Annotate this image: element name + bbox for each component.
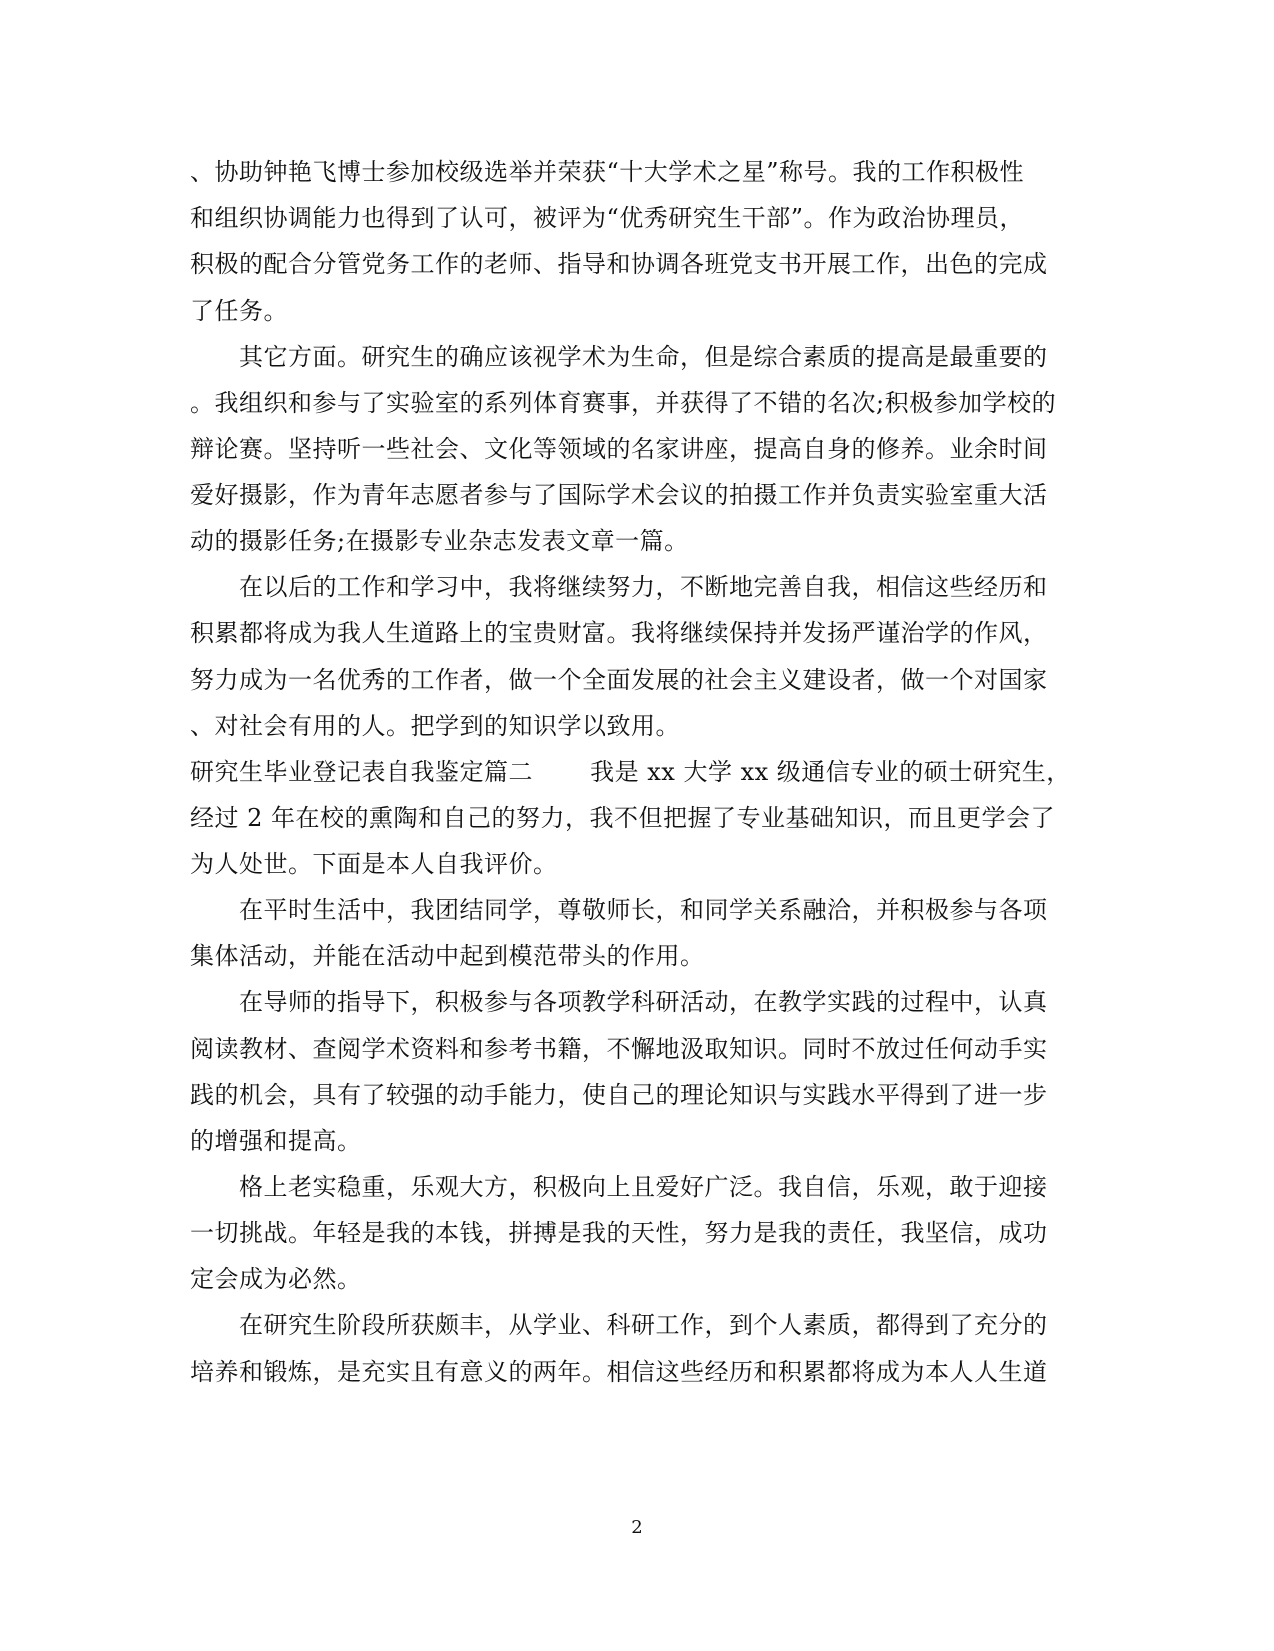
text-line: 努力成为一名优秀的工作者，做一个全面发展的社会主义建设者，做一个对国家 [190, 666, 1048, 694]
text-line: 一切挑战。年轻是我的本钱，拼搏是我的天性，努力是我的责任，我坚信，成功 [190, 1219, 1048, 1247]
text-line: 为人处世。下面是本人自我评价。 [190, 850, 558, 878]
text-line: 动的摄影任务;在摄影专业杂志发表文章一篇。 [190, 527, 689, 555]
text-line: 辩论赛。坚持听一些社会、文化等领域的名家讲座，提高自身的修养。业余时间 [190, 435, 1048, 463]
page-number: 2 [631, 1517, 643, 1538]
text-line: 和组织协调能力也得到了认可，被评为“优秀研究生干部”。作为政治协理员， [190, 204, 1025, 232]
text-line: 定会成为必然。 [190, 1265, 362, 1293]
text-line: 培养和锻炼，是充实且有意义的两年。相信这些经历和积累都将成为本人人生道 [190, 1358, 1048, 1386]
text-line: 、协助钟艳飞博士参加校级选举并荣获“十大学术之星”称号。我的工作积极性 [190, 158, 1025, 186]
text-line: 积累都将成为我人生道路上的宝贵财富。我将继续保持并发扬严谨治学的作风， [190, 619, 1048, 647]
text-line: 爱好摄影，作为青年志愿者参与了国际学术会议的拍摄工作并负责实验室重大活 [190, 481, 1048, 509]
text-line: 在研究生阶段所获颇丰，从学业、科研工作，到个人素质，都得到了充分的 [190, 1311, 1048, 1339]
text-line: 。我组织和参与了实验室的系列体育赛事，并获得了不错的名次;积极参加学校的 [190, 389, 1057, 417]
text-line: 积极的配合分管党务工作的老师、指导和协调各班党支书开展工作，出色的完成 [190, 250, 1048, 278]
text-line: 在导师的指导下，积极参与各项教学科研活动，在教学实践的过程中，认真 [190, 988, 1048, 1016]
text-line: 在平时生活中，我团结同学，尊敬师长，和同学关系融洽，并积极参与各项 [190, 896, 1048, 924]
text-line: 格上老实稳重，乐观大方，积极向上且爱好广泛。我自信，乐观，敢于迎接 [190, 1173, 1048, 1201]
text-line: 经过 2 年在校的熏陶和自己的努力，我不但把握了专业基础知识，而且更学会了 [190, 804, 1056, 832]
text-line: 践的机会，具有了较强的动手能力，使自己的理论知识与实践水平得到了进一步 [190, 1081, 1048, 1109]
text-line: 阅读教材、查阅学术资料和参考书籍，不懈地汲取知识。同时不放过任何动手实 [190, 1035, 1048, 1063]
text-line: 研究生毕业登记表自我鉴定篇二 我是 xx 大学 xx 级通信专业的硕士研究生， [190, 758, 1071, 786]
text-line: 、对社会有用的人。把学到的知识学以致用。 [190, 712, 680, 740]
text-line: 了任务。 [190, 297, 288, 325]
text-line: 的增强和提高。 [190, 1127, 362, 1155]
text-line: 其它方面。研究生的确应该视学术为生命，但是综合素质的提高是最重要的 [190, 343, 1048, 371]
text-line: 集体活动，并能在活动中起到模范带头的作用。 [190, 942, 705, 970]
text-line: 在以后的工作和学习中，我将继续努力，不断地完善自我，相信这些经历和 [190, 573, 1048, 601]
